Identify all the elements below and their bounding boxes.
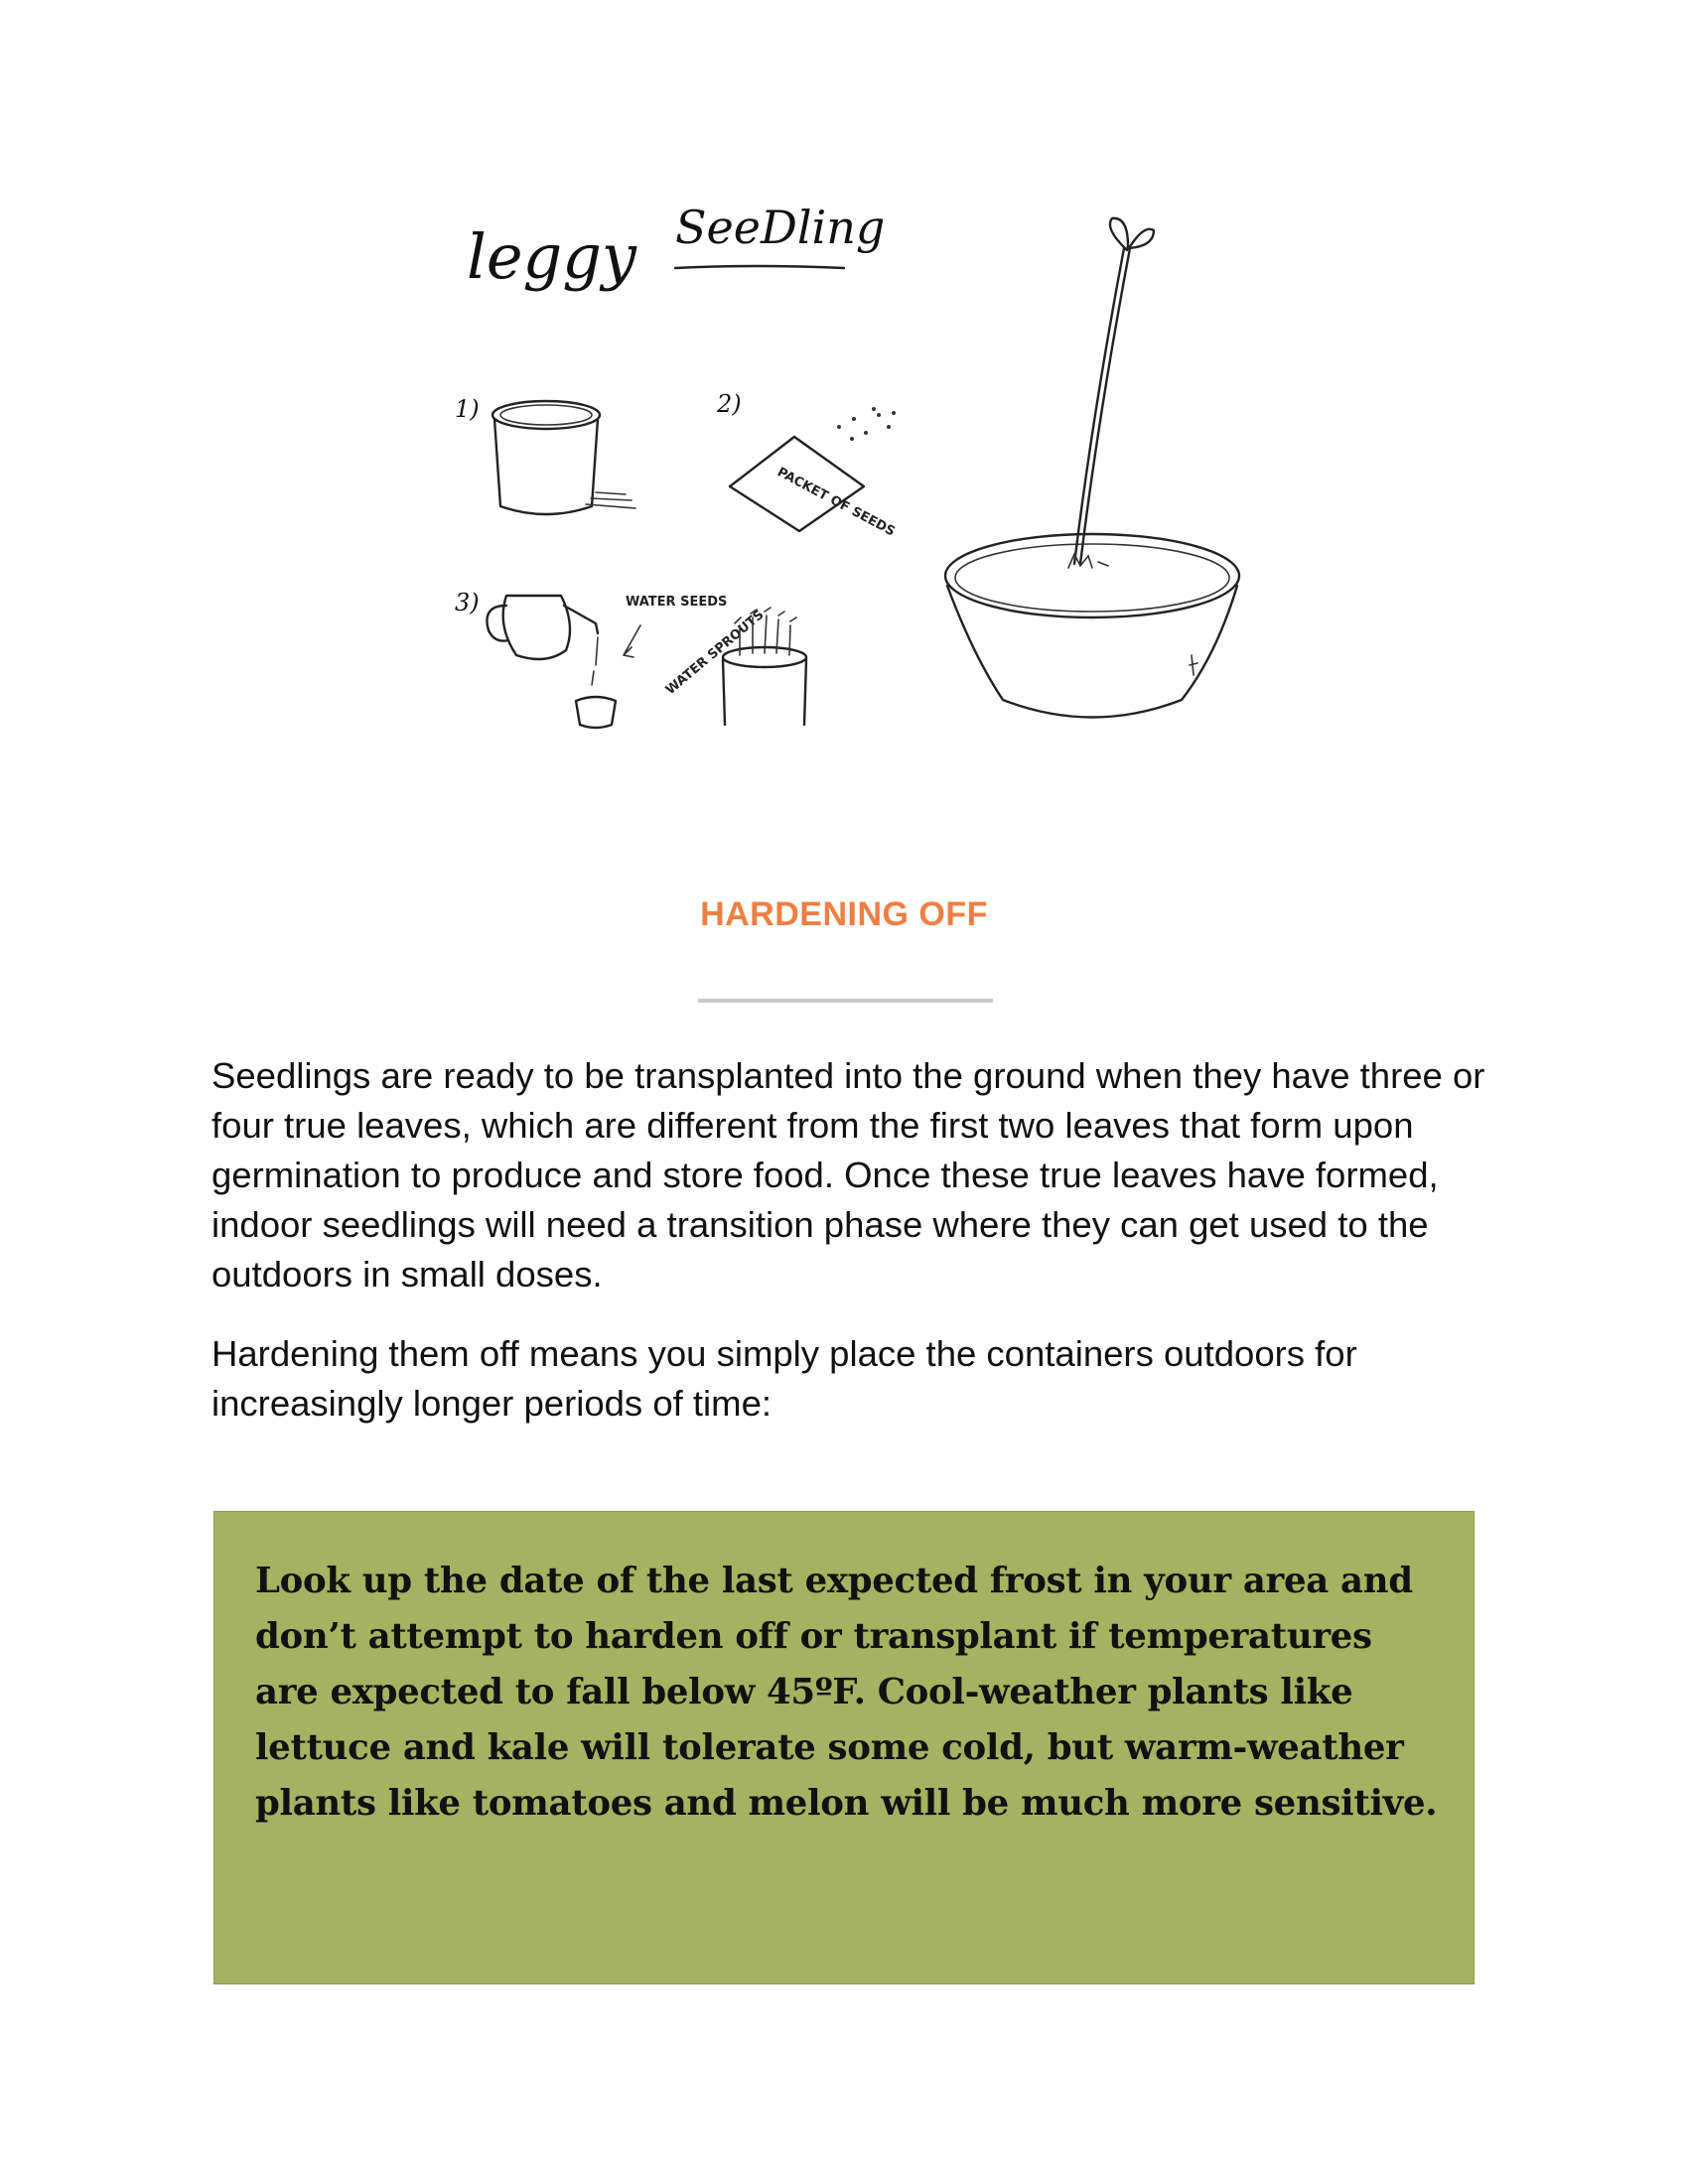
water-sprouts-label: WATER SPROUTS [662,607,768,699]
water-seeds-label: WATER SEEDS [626,595,728,610]
paragraph-hardening-method: Hardening them off means you simply place the containers outdoors for increasingly longer periods of time: [211,1333,1357,1424]
packet-label: PACKET OF SEEDS [774,465,898,540]
watering-can-icon [487,596,616,728]
step-number-3: 3) [455,589,480,616]
heading-divider [698,999,993,1003]
section-heading: HARDENING OFF [700,895,988,933]
callout-text: Look up the date of the last expected frost in your area and don’t attempt to harden off or transplant if temperatures are expected to fall below 45ºF. Cool-weather plants like lettuce and kale will tolerate some cold, but warm-weather plants like tomatoes and melon will be much more sensitive. [255,1561,1438,1824]
water-seeds-arrow [624,625,640,657]
title-word-seedling: SeeDling [675,201,886,254]
empty-pot-icon [492,401,635,514]
frost-warning-callout [213,1511,1475,1984]
step-number-1: 1) [455,395,480,423]
paragraph-transplant-readiness: Seedlings are ready to be transplanted into the ground when they have three or four true leaves, which are different from the first two leaves that form upon germination to produce and store food. Once these true leaves have formed, indoor seedlings will need a transition phase where they can get used to the outdoors in small doses. [211,1055,1485,1295]
leggy-seedling-pot-icon [945,218,1239,718]
step-number-2: 2) [717,390,742,418]
title-word-leggy: leggy [467,220,636,293]
seedling-sketch [437,189,1311,754]
seed-packet-icon [730,407,898,540]
leggy-seedling-illustration [437,189,1311,754]
title-underline [675,266,844,268]
